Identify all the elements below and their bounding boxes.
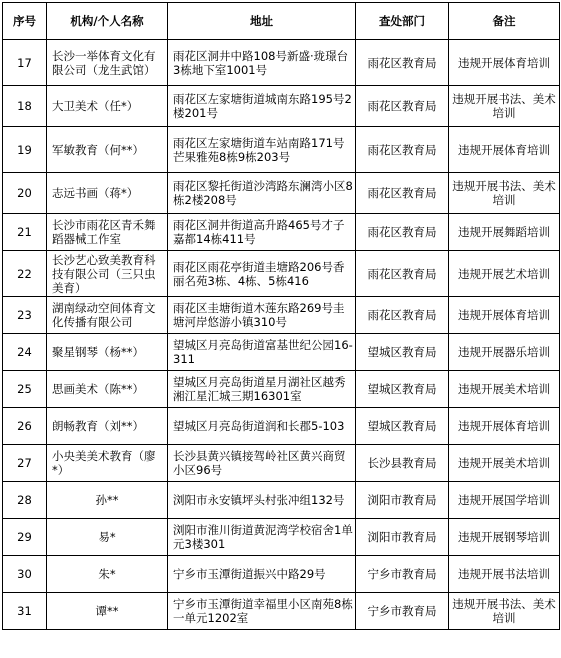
remark-cell: 违规开展美术培训 [449, 371, 560, 408]
department-cell: 望城区教育局 [356, 371, 449, 408]
remark-cell: 违规开展舞蹈培训 [449, 214, 560, 251]
department-cell: 雨花区教育局 [356, 127, 449, 173]
serial-cell: 30 [3, 556, 47, 593]
department-cell: 雨花区教育局 [356, 173, 449, 214]
table-row [3, 371, 560, 408]
serial-cell: 23 [3, 297, 47, 334]
serial-cell: 29 [3, 519, 47, 556]
address-cell: 望城区月亮岛街道星月湖社区越秀湘江星汇城三期16301室 [168, 371, 356, 408]
table-row [3, 593, 560, 630]
department-cell: 浏阳市教育局 [356, 482, 449, 519]
address-cell: 望城区月亮岛街道润和长郡5-103 [168, 408, 356, 445]
address-cell: 雨花区洞井街道高升路465号才子嘉都14栋411号 [168, 214, 356, 251]
address-cell: 长沙县黄兴镇接驾岭社区黄兴商贸小区96号 [168, 445, 356, 482]
name-cell: 湖南绿动空间体育文化传播有限公司 [47, 297, 168, 334]
name-cell: 孙** [47, 482, 168, 519]
enforcement-table [2, 2, 560, 630]
serial-cell: 22 [3, 251, 47, 297]
serial-cell: 19 [3, 127, 47, 173]
name-cell: 易* [47, 519, 168, 556]
name-cell: 聚星钢琴（杨**） [47, 334, 168, 371]
table-row [3, 297, 560, 334]
serial-cell: 25 [3, 371, 47, 408]
address-cell: 雨花区圭塘街道木莲东路269号圭塘河岸悠游小镇310号 [168, 297, 356, 334]
department-cell: 浏阳市教育局 [356, 519, 449, 556]
name-cell: 小央美美术教育（廖*） [47, 445, 168, 482]
name-cell: 志远书画（蒋*） [47, 173, 168, 214]
name-cell: 军敏教育（何**） [47, 127, 168, 173]
department-cell: 长沙县教育局 [356, 445, 449, 482]
header-serial: 序号 [3, 3, 47, 40]
remark-cell: 违规开展体育培训 [449, 40, 560, 86]
remark-cell: 违规开展书法、美术培训 [449, 86, 560, 127]
remark-cell: 违规开展器乐培训 [449, 334, 560, 371]
address-cell: 雨花区洞井中路108号新盛·珑璟台3栋地下室1001号 [168, 40, 356, 86]
table-row [3, 251, 560, 297]
header-remark: 备注 [449, 3, 560, 40]
address-cell: 雨花区黎托街道沙湾路东澜湾小区8栋2楼208号 [168, 173, 356, 214]
department-cell: 宁乡市教育局 [356, 556, 449, 593]
address-cell: 雨花区雨花亭街道圭塘路206号香丽名苑3栋、4栋、5栋416 [168, 251, 356, 297]
department-cell: 雨花区教育局 [356, 251, 449, 297]
department-cell: 望城区教育局 [356, 334, 449, 371]
remark-cell: 违规开展书法、美术培训 [449, 173, 560, 214]
table-row [3, 519, 560, 556]
address-cell: 宁乡市玉潭街道振兴中路29号 [168, 556, 356, 593]
serial-cell: 17 [3, 40, 47, 86]
serial-cell: 24 [3, 334, 47, 371]
serial-cell: 28 [3, 482, 47, 519]
name-cell: 思画美术（陈**） [47, 371, 168, 408]
remark-cell: 违规开展体育培训 [449, 127, 560, 173]
table-row [3, 445, 560, 482]
name-cell: 大卫美术（任*） [47, 86, 168, 127]
serial-cell: 31 [3, 593, 47, 630]
table-row [3, 556, 560, 593]
address-cell: 宁乡市玉潭街道幸福里小区南苑8栋一单元1202室 [168, 593, 356, 630]
table-row [3, 127, 560, 173]
table-row [3, 408, 560, 445]
table-row [3, 40, 560, 86]
header-name: 机构/个人名称 [47, 3, 168, 40]
serial-cell: 20 [3, 173, 47, 214]
table-row [3, 214, 560, 251]
address-cell: 雨花区左家塘街道车站南路171号芒果雅苑8栋9栋203号 [168, 127, 356, 173]
department-cell: 宁乡市教育局 [356, 593, 449, 630]
remark-cell: 违规开展钢琴培训 [449, 519, 560, 556]
remark-cell: 违规开展书法、美术培训 [449, 593, 560, 630]
address-cell: 浏阳市淮川街道黄泥湾学校宿舍1单元3楼301 [168, 519, 356, 556]
address-cell: 雨花区左家塘街道城南东路195号2楼201号 [168, 86, 356, 127]
table-row [3, 334, 560, 371]
serial-cell: 26 [3, 408, 47, 445]
name-cell: 长沙市雨花区青禾舞蹈器械工作室 [47, 214, 168, 251]
address-cell: 浏阳市永安镇坪头村张冲组132号 [168, 482, 356, 519]
remark-cell: 违规开展体育培训 [449, 408, 560, 445]
header-department: 查处部门 [356, 3, 449, 40]
name-cell: 长沙艺心致美教育科技有限公司（三只虫美育） [47, 251, 168, 297]
serial-cell: 18 [3, 86, 47, 127]
department-cell: 雨花区教育局 [356, 40, 449, 86]
department-cell: 雨花区教育局 [356, 297, 449, 334]
table-row [3, 86, 560, 127]
serial-cell: 21 [3, 214, 47, 251]
name-cell: 长沙一举体育文化有限公司（龙生武馆） [47, 40, 168, 86]
department-cell: 雨花区教育局 [356, 214, 449, 251]
remark-cell: 违规开展美术培训 [449, 445, 560, 482]
table-row [3, 482, 560, 519]
remark-cell: 违规开展体育培训 [449, 297, 560, 334]
header-address: 地址 [168, 3, 356, 40]
department-cell: 望城区教育局 [356, 408, 449, 445]
department-cell: 雨花区教育局 [356, 86, 449, 127]
address-cell: 望城区月亮岛街道富基世纪公园16-311 [168, 334, 356, 371]
table-row [3, 173, 560, 214]
name-cell: 朱* [47, 556, 168, 593]
remark-cell: 违规开展书法培训 [449, 556, 560, 593]
table-header-row [3, 3, 560, 40]
remark-cell: 违规开展国学培训 [449, 482, 560, 519]
name-cell: 朗畅教育（刘**） [47, 408, 168, 445]
remark-cell: 违规开展艺术培训 [449, 251, 560, 297]
name-cell: 谭** [47, 593, 168, 630]
serial-cell: 27 [3, 445, 47, 482]
